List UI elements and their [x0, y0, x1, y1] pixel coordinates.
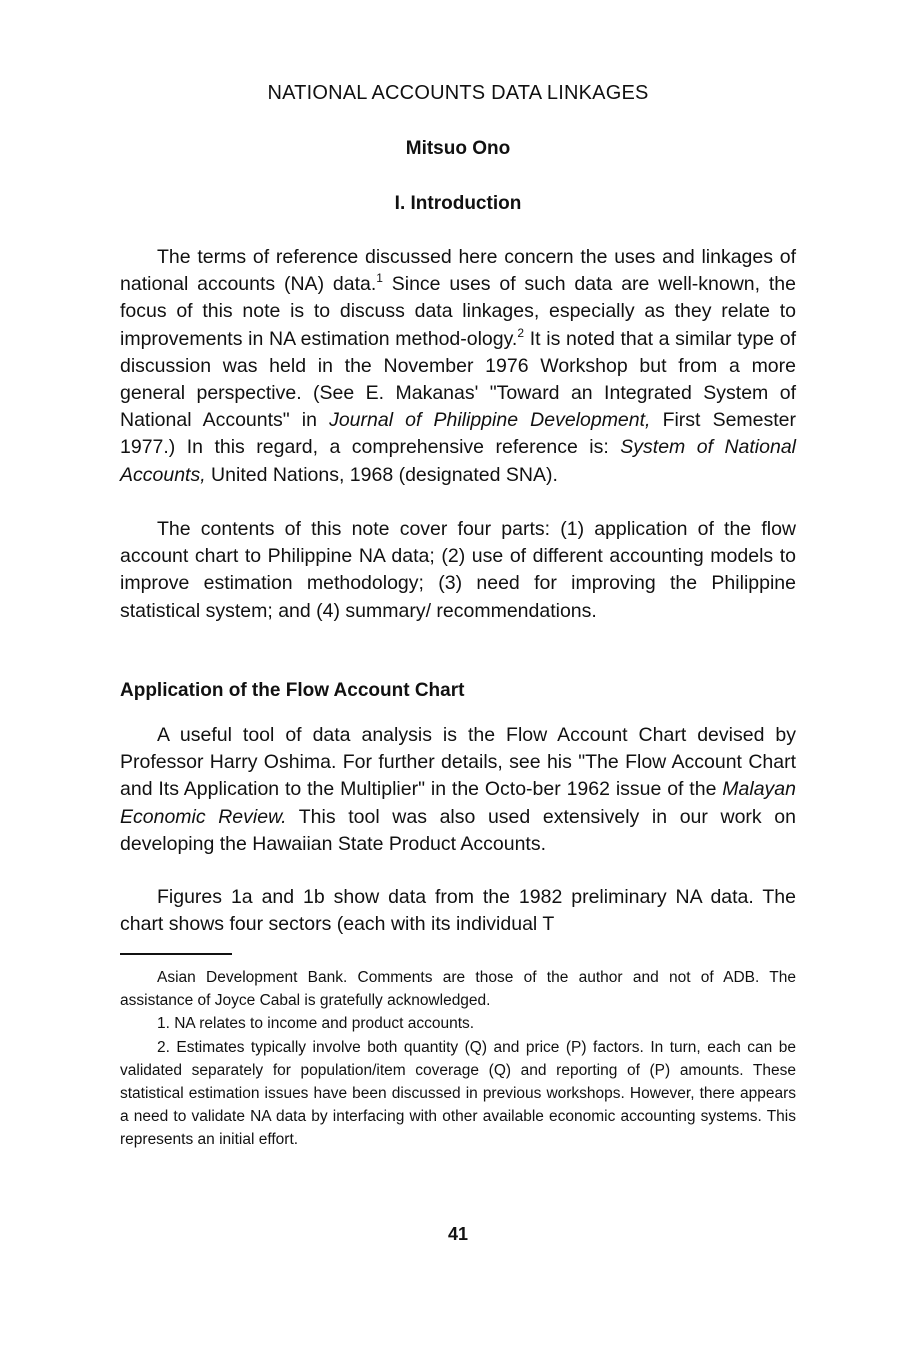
footnote-marker-1: 1 [376, 271, 383, 286]
paragraph-text: United Nations, 1968 (designated SNA). [205, 463, 558, 486]
footnote-text: 2. Estimates typically involve both quantity (Q) and price (P) factors. In turn, each can be validated separately for population/item coverage (Q) and reporting of (P) amounts. These statistical estimation issues have been discussed in previous workshops. However, there appears a need to validate NA data by interfacing with other available economic accounting systems. This represents an initial effort. [120, 1038, 796, 1149]
paragraph-intro-2 [120, 516, 796, 625]
subheading-flow-account-chart: Application of the Flow Account Chart [120, 680, 465, 701]
paragraph-text: Figures 1a and 1b show data from the 1982 preliminary NA data. The chart shows four sectors (each with its individual T [120, 886, 796, 936]
footnote-text: Asian Development Bank. Comments are those of the author and not of ADB. The assistance of Joyce Cabal is gratefully acknowledged. [120, 969, 796, 1010]
paragraph-text: This tool was also used extensively in our work on developing the Hawaiian State Product Accounts. [120, 805, 796, 855]
page-number: 41 [447, 1224, 469, 1244]
reference-title: System of National Accounts, [120, 436, 796, 486]
paragraph-text: The contents of this note cover four parts: (1) application of the flow account chart to Philippine NA data; (2) use of different accounting models to improve estimation methodology; (3) need for improving the Philippine statistical system; and (4) summary/ recommendations. [120, 518, 796, 622]
footnote-affiliation [120, 966, 796, 1012]
paragraph-text: It is noted that a similar type of discussion was held in the November 1976 Workshop but from a more general perspective. (See E. Makanas' "Toward an Integrated System of National Accounts" in [120, 327, 796, 432]
paragraph-text: The terms of reference discussed here concern the uses and linkages of national accounts (NA) data. [120, 246, 796, 296]
journal-title: Malayan Economic Review. [120, 778, 796, 828]
paragraph-text: A useful tool of data analysis is the Flow Account Chart devised by Professor Harry Oshima. For further details, see his "The Flow Account Chart and Its Application to the Multiplier" in the Octo-ber 1962 issue of the [120, 724, 796, 801]
footnote-divider [120, 953, 232, 955]
journal-title: Journal of Philippine Development, [329, 409, 651, 432]
paragraph-flow-2 [120, 884, 796, 938]
section-heading-introduction: I. Introduction [394, 193, 522, 214]
paragraph-intro-1 [120, 244, 796, 489]
footnote-1 [120, 1012, 796, 1035]
footnotes [120, 966, 796, 1152]
paragraph-text: First Semester 1977.) In this regard, a comprehensive reference is: [120, 409, 797, 459]
paragraph-flow-1 [120, 722, 796, 858]
paper-title: NATIONAL ACCOUNTS DATA LINKAGES [267, 82, 649, 104]
author-name: Mitsuo Ono [405, 138, 511, 159]
paragraph-text: Since uses of such data are well-known, the focus of this note is to discuss data linkages, especially as they relate to improvements in NA estimation method-ology. [120, 273, 796, 350]
footnote-2 [120, 1036, 796, 1152]
footnote-text: 1. NA relates to income and product accounts. [157, 1015, 475, 1033]
footnote-marker-2: 2 [517, 325, 525, 340]
